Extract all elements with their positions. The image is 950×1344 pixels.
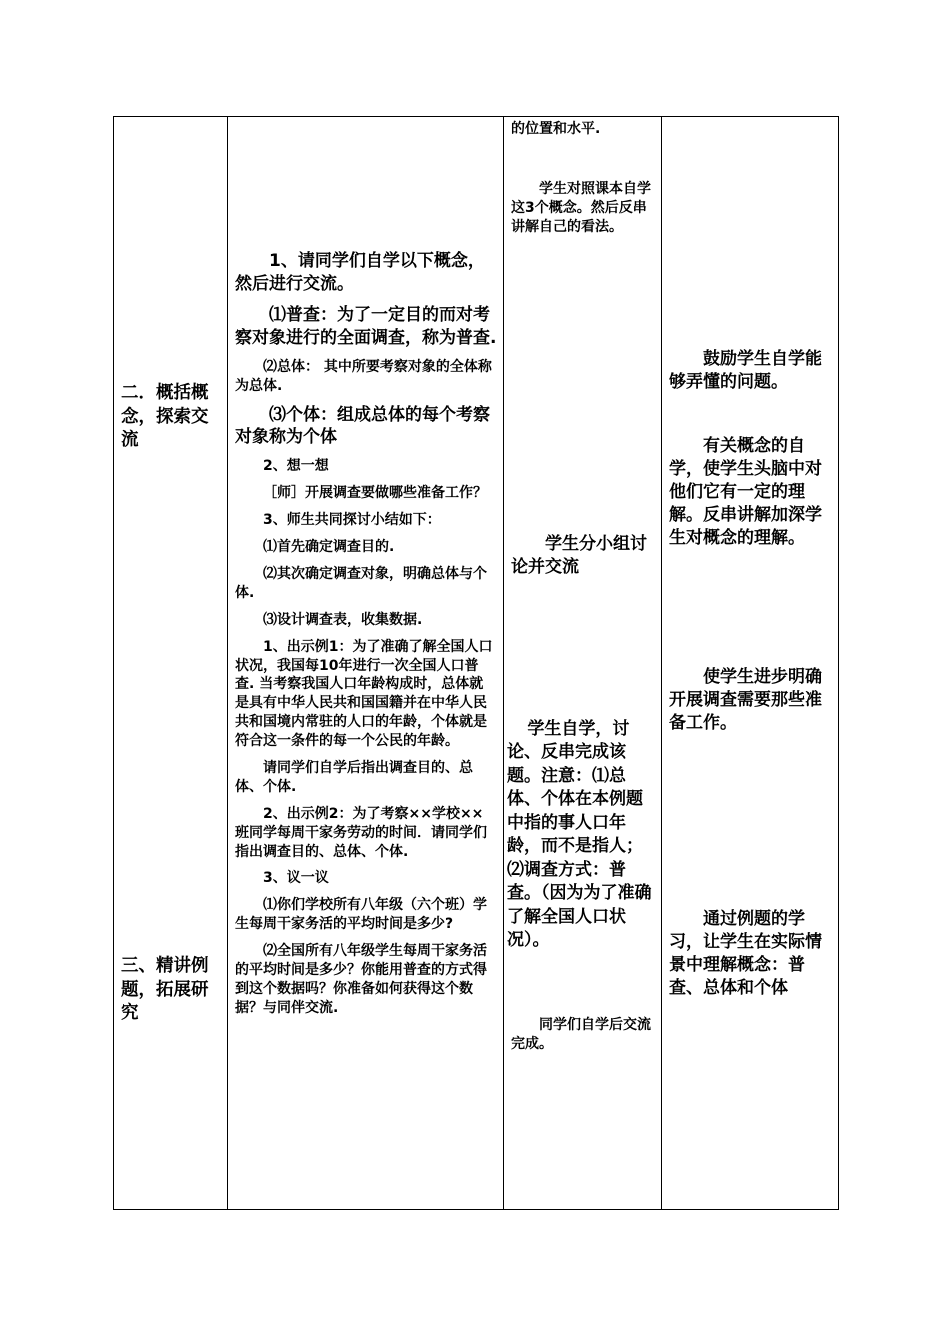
content-p6: ［师］开展调查要做哪些准备工作？ [263,485,487,502]
student-activity-2: 学生对照课本自学这3个概念。然后反串讲解自己的看法。 [511,181,651,235]
content-p3: ⑵总体： 其中所要考察对象的全体称为总体. [235,358,492,394]
table-divider-3 [661,116,662,1210]
content-p9: ⑵其次确定调查对象，明确总体与个体. [235,565,487,601]
design-intent-1: 鼓励学生自学能够弄懂的问题。 [669,349,822,392]
content-p5: 2、想一想 [263,458,329,475]
content-p14: 3、议一议 [263,870,329,887]
content-p8: ⑴首先确定调查目的. [263,539,395,556]
content-p13: 2、出示例2：为了考察××学校××班同学每周干家务劳动的时间．请同学们指出调查目的、总体、个体. [235,805,487,860]
content-column [235,250,497,1018]
content-p10: ⑶设计调查表，收集数据. [263,611,423,628]
table-border-right [838,116,839,1210]
design-intent-4: 通过例题的学习，让学生在实际情景中理解概念：普查、总体和个体 [669,909,822,998]
student-activity-4: 学生自学，讨论、反串完成该题。注意：⑴总体、个体在本例题中指的事人口年龄，而不是指人；⑵调查方式：普查。（因为为了准确了解全国人口状况）。 [507,719,652,951]
table-divider-1 [227,116,228,1210]
student-activity-3: 学生分小组讨论并交流 [511,534,647,577]
section-heading-3: 三、精讲例题，拓展研究 [121,956,209,1024]
student-activity-1: 的位置和水平. [511,121,601,137]
content-p2: ⑴普查：为了一定目的而对考察对象进行的全面调查，称为普查. [235,304,497,348]
content-p15: ⑴你们学校所有八年级（六个班）学生每周干家务活的平均时间是多少? [235,897,487,933]
content-p1: 1、请同学们自学以下概念，然后进行交流。 [235,251,485,294]
content-p7: 3、师生共同探讨小结如下： [263,512,441,529]
content-p12: 请同学们自学后指出调查目的、总体、个体. [235,759,473,795]
table-divider-2 [503,116,504,1210]
content-p16: ⑵全国所有八年级学生每周干家务活的平均时间是多少？你能用普查的方式得到这个数据吗？你准备如何获得这个数据？与同伴交流. [235,943,487,1016]
design-intent-2: 有关概念的自学，使学生头脑中对他们它有一定的理解。反串讲解加深学生对概念的理解。 [669,436,822,548]
student-activity-5: 同学们自学后交流完成。 [511,1017,651,1052]
table-border-top [113,116,838,117]
content-p11: 1、出示例1：为了准确了解全国人口状况，我国每10年进行一次全国人口普查. 当考察我国人口年龄构成时，总体就是具有中华人民共和国国籍并在中华人民共和国境内常驻的人口的年龄，个体就是符合这一条件的每一个公民的年龄。 [235,638,493,750]
table-border-left [113,116,114,1210]
design-intent-3: 使学生进步明确开展调查需要那些准备工作。 [669,667,822,733]
content-p4: ⑶个体：组成总体的每个考察对象称为个体 [235,404,490,448]
table-border-bottom [113,1209,838,1210]
section-heading-2: 二．概括概念，探索交流 [121,383,209,451]
